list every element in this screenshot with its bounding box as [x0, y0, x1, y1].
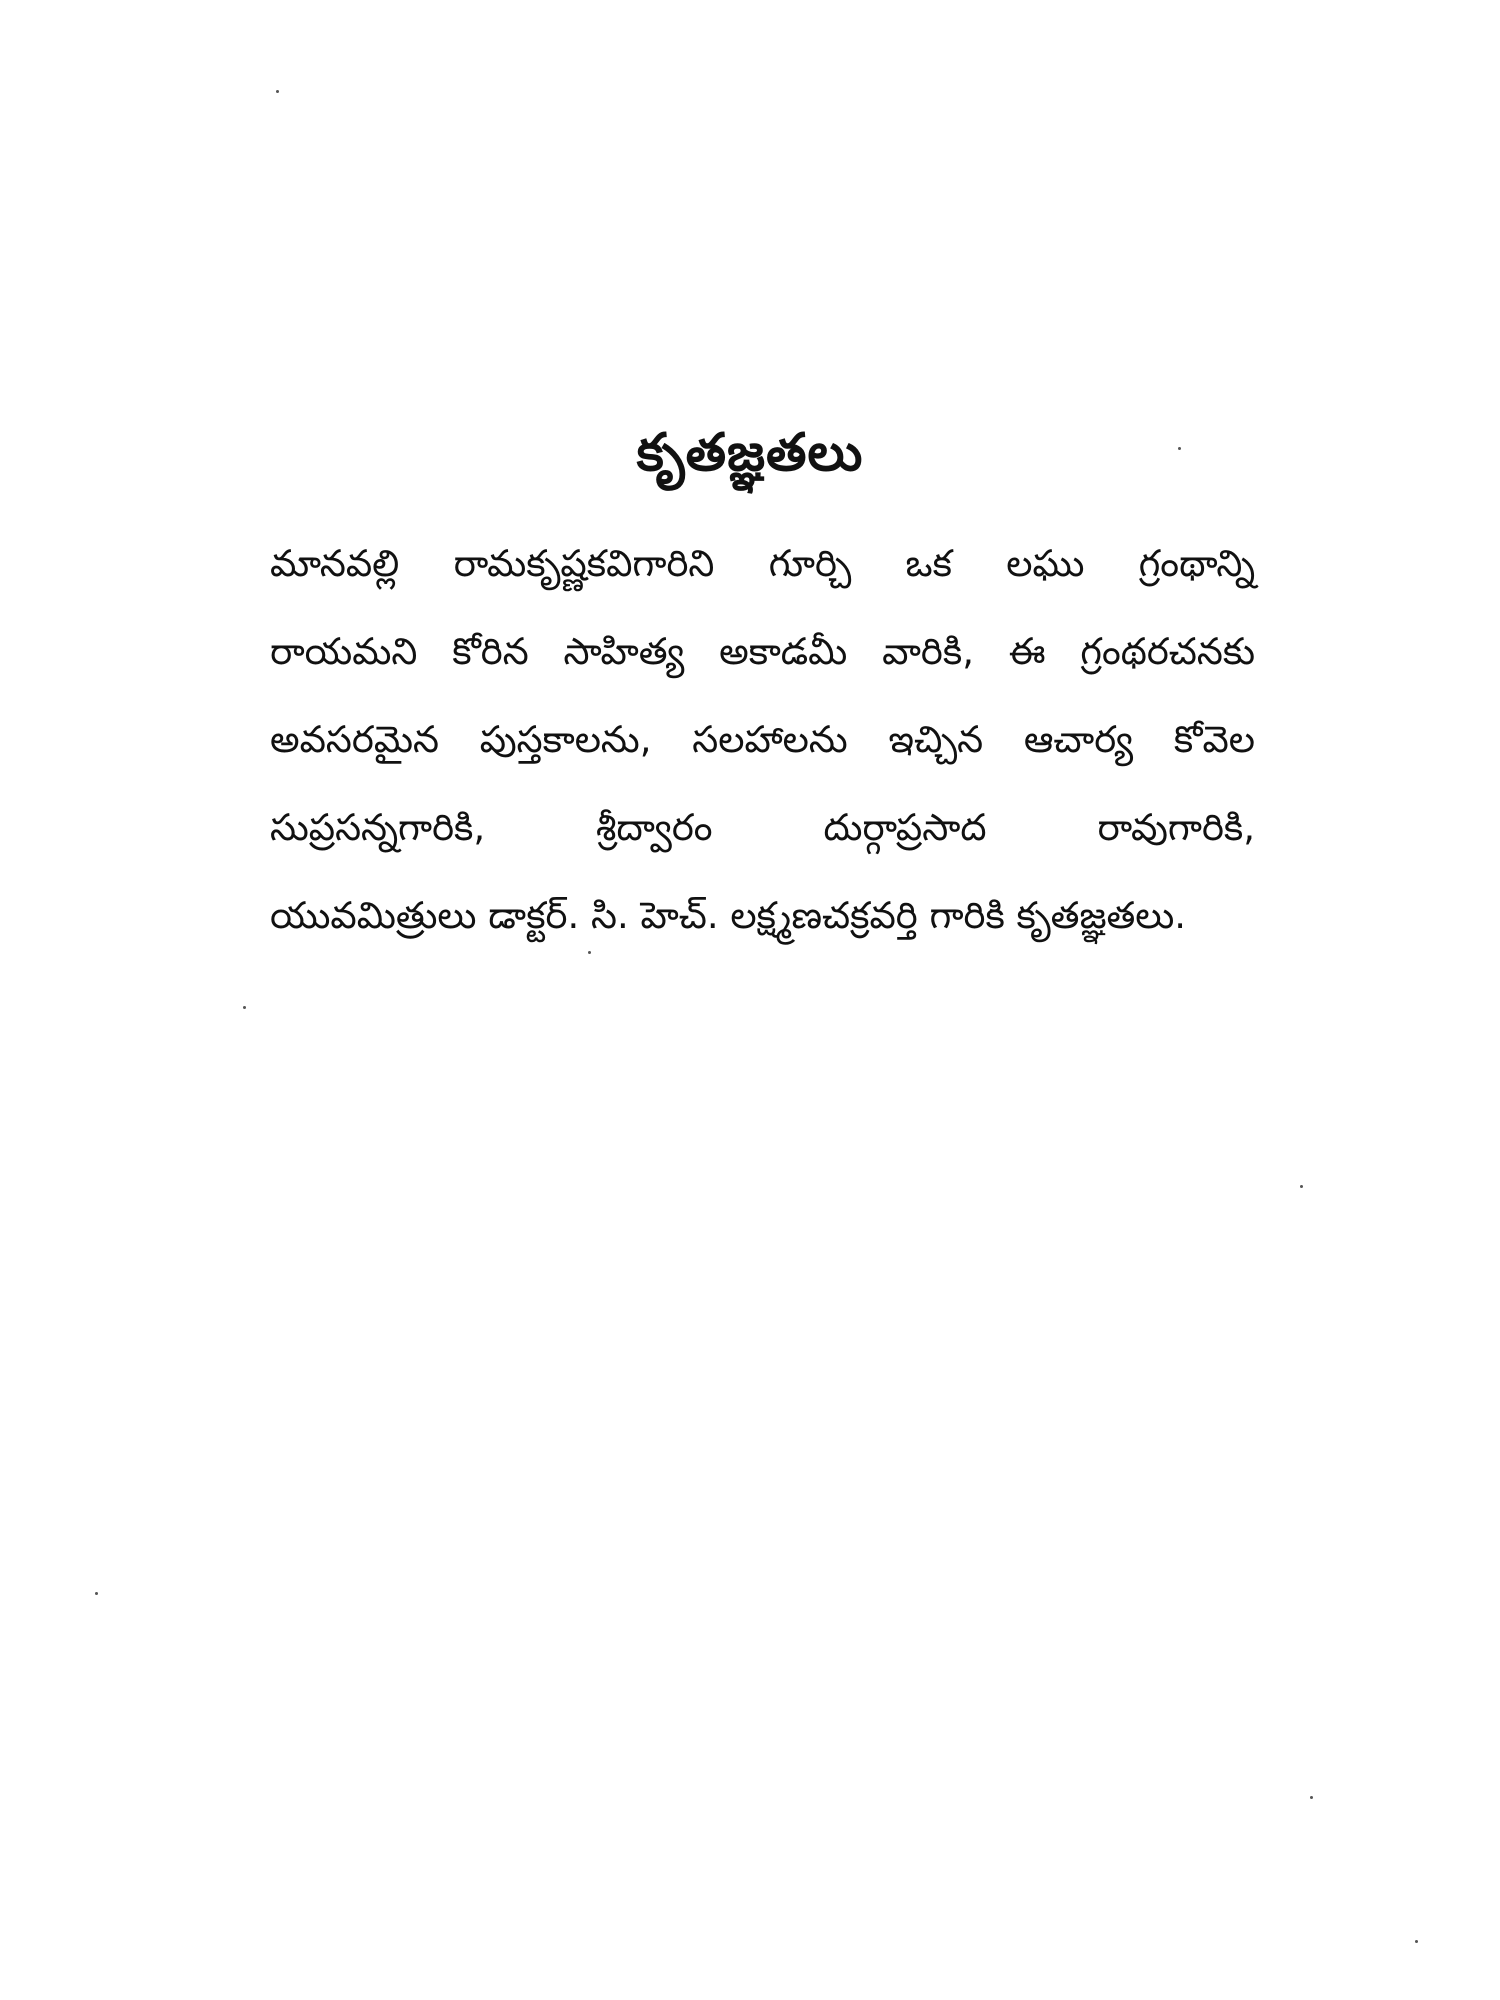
scan-speck: [276, 90, 279, 93]
scan-speck: [588, 951, 591, 954]
paragraph-line-2: రాయమని కోరిన సాహిత్య అకాడమీ వారికి, ఈ గ్రంథరచనకు: [270, 630, 1255, 673]
scan-speck: [1178, 447, 1181, 450]
scan-speck: [1310, 1796, 1313, 1799]
paragraph-line-5: యువమిత్రులు డాక్టర్. సి. హెచ్. లక్ష్మణచక్రవర్తి గారికి కృతజ్ఞతలు.: [270, 894, 1187, 937]
paragraph-line-4: సుప్రసన్నగారికి, శ్రీద్వారం దుర్గాప్రసాద రావుగారికి,: [270, 806, 1255, 849]
acknowledgement-paragraph: [270, 520, 1255, 960]
page-title: కృతజ్ఞతలు: [636, 423, 864, 483]
paragraph-line-3: అవసరమైన పుస్తకాలను, సలహాలను ఇచ్చిన ఆచార్య కోవెల: [270, 718, 1255, 761]
scan-speck: [1415, 1940, 1418, 1943]
scan-speck: [1300, 1185, 1303, 1188]
paragraph-line-1: మానవల్లి రామకృష్ణకవిగారిని గూర్చి ఒక లఘు గ్రంథాన్ని: [270, 542, 1255, 585]
scan-speck: [95, 1592, 98, 1595]
scan-speck: [243, 1006, 246, 1009]
